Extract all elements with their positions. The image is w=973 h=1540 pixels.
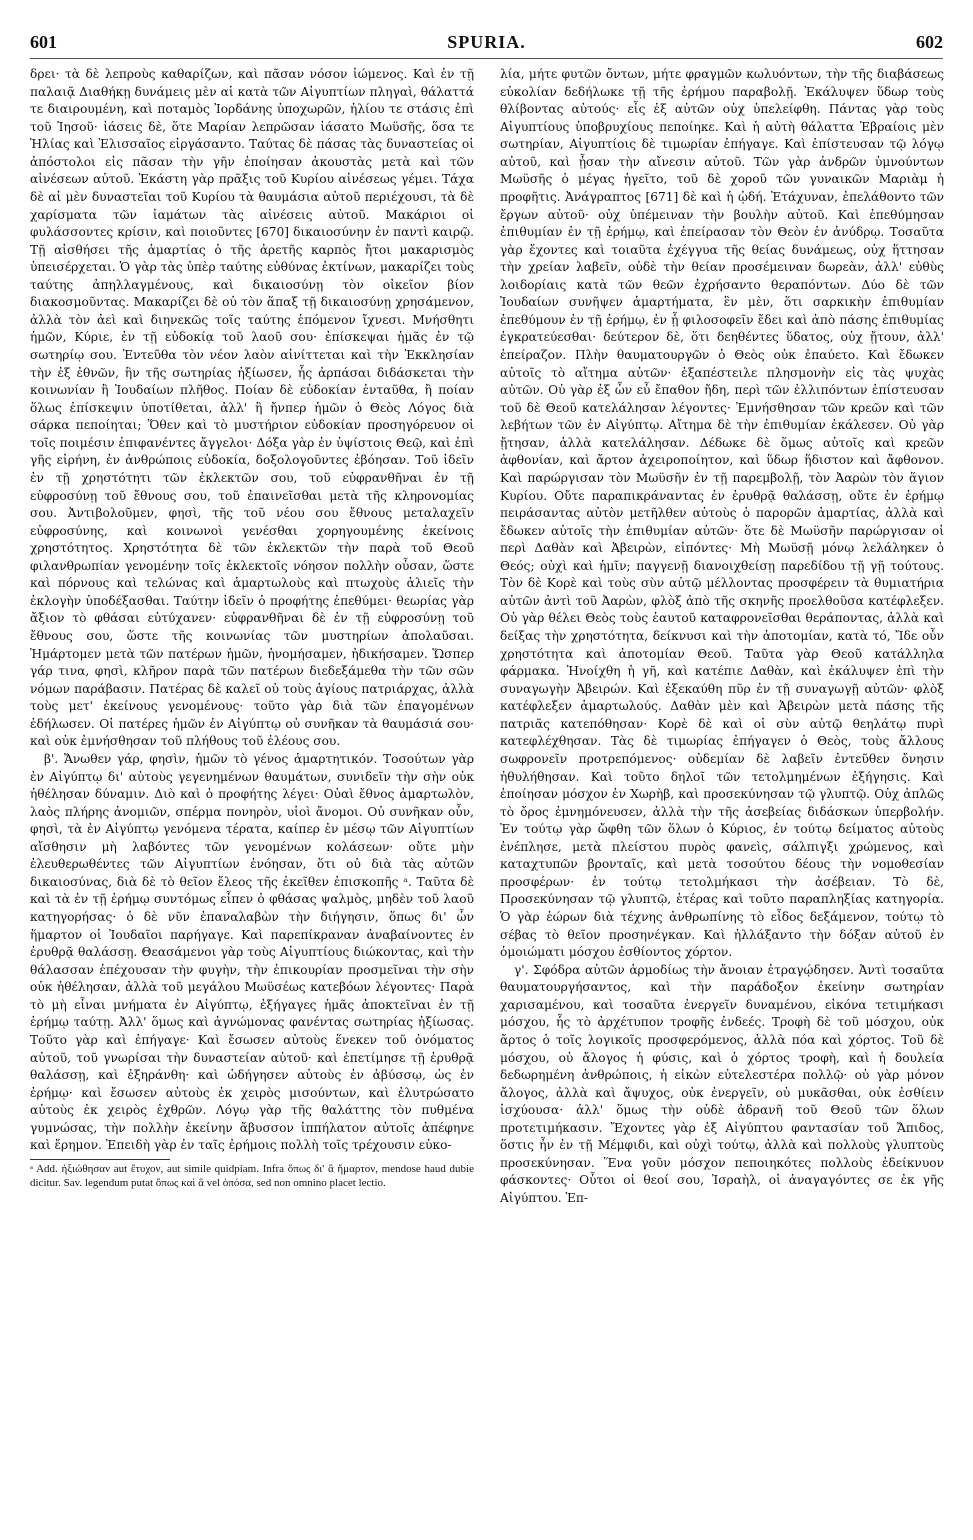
right-paragraph-2: γ'. Σφόδρα αὐτῶν ἁρμοδίως τὴν ἄνοιαν ἐτραγῴδησεν. Ἀντὶ τοσαῦτα θαυματουργήσαντος, καὶ τὴν παράδοξον ἐκείνην σωτηρίαν χαρισαμένου, καὶ τοσαῦτα ἐνεργεῖν δυναμένου, εἰκόνα τετιμήκασι μόσχου, ἧς τὸ ἀρχέτυπον τροφῆς ἐνδεές. Τροφὴ δὲ τοῦ μόσχου, οὐκ ἄρτος ὁ τοῖς λογικοῖς προσφερόμενος, ἀλλὰ πόα καὶ χόρτος. Τοῦ δὲ μόσχου, οὐ ἄλογος ἡ φύσις, καὶ ὁ χόρτος τροφὴ, καὶ ἡ δουλεία δεδωρημένη ἀνθρώποις, ἡ εἰκὼν εὐτελεστέρα πολλῷ· οὐ γὰρ μόνον ἄλογος, ἀλλὰ καὶ ἄψυχος, οὐκ ἐνεργεῖν, οὐ μυκᾶσθαι, οὐκ ἐσθίειν ἰσχύουσα· ἀλλ' ὅμως τὴν οὐδὲ ἀδρανῆ τοῦ Θεοῦ τῶν ὅλων προτετιμήκασιν. Ἔχοντες γὰρ ἐξ Αἰγύπτου φαντασίαν τοῦ Ἄπιδος, ὅστις ἦν ἐν τῇ Μέμφιδι, καὶ οὐχὶ τούτῳ, ἀλλὰ καὶ πολλοὺς γλυπτοὺς προσεκύνησαν. Ἕνα γοῦν μόσχον πεποιηκότες πολλοὺς ἐδείκνυον φάσκοντες· Οὗτοι οἱ θεοί σου, Ἰσραὴλ, οἱ ἀναγαγόντες σε ἐκ γῆς Αἰγύπτου. Ἐπ- [500, 962, 944, 1205]
left-page-number: 601 [30, 32, 57, 52]
right-column [500, 66, 944, 1528]
right-paragraph-1: λία, μήτε φυτῶν ὄντων, μήτε φραγμῶν κωλυόντων, τὴν τῆς διαβάσεως εὐκολίαν δεδήλωκε τῇ τῆς ἐρήμου παραβολῇ. Ἐκάλυψεν ὕδωρ τοὺς θλίβοντας αὐτούς· εἷς ἐξ αὐτῶν οὐχ ὑπελείφθη. Πάντας γὰρ τοὺς Αἰγυπτίους ὑποβρυχίους πεποίηκε. Καὶ ἡ αὐτὴ θάλαττα Ἑβραίοις μὲν σωτηρίαν, Αἰγυπτίοις δὲ τιμωρίαν ἐπήγαγε. Καὶ ἐπίστευσαν τῷ λόγῳ αὐτοῦ, καὶ ᾖσαν τὴν αἴνεσιν αὐτοῦ. Τῶν γὰρ ἀνδρῶν ὑμνούντων Μωϋσῆς ὁ μέγας ἡγεῖτο, τοῦ δὲ χοροῦ τῶν γυναικῶν Μαριὰμ ἡ προφῆτις. Ἀνάγραπτος [671] δὲ καὶ ἡ ᾠδή. Ἐτάχυναν, ἐπελάθοντο τῶν ἔργων αὐτοῦ· οὐχ ὑπέμειναν τὴν βουλὴν αὐτοῦ. Καὶ ἐπεθύμησαν ἐπιθυμίαν ἐν τῇ ἐρήμῳ, καὶ ἐπείρασαν τὸν Θεὸν ἐν ἀνύδρῳ. Τοσαῦτα γὰρ ἔχοντες καὶ τοιαῦτα ἐχέγγυα τῆς θείας δυνάμεως, οὐχ ἥττησαν τὴν χρείαν λαβεῖν, οὐδὲ τὴν θείαν προσέμειναν δωρεὰν, ἀλλ' εὐθὺς λοιδορίαις κατὰ τῶν θεῶν ἐχρήσαντο θεραπόντων. Δύο δὲ τῶν Ἰουδαίων συνῆψεν ἁμαρτήματα, ἓν μὲν, ὅτι σαρκικὴν ἐπιθυμίαν ἐπεθύμουν ἐν τῇ ἐρήμῳ, ἐν ᾗ φιλοσοφεῖν ἔδει καὶ ἀπὸ πάσης ἐπιθυμίας ἐγκρατεύεσθαι· δεύτερον δὲ, ὅτι δεηθέντες ὕδατος, οὐχ ᾔτουν, ἀλλ' ἐπείραζον. Πλὴν θαυματουργῶν ὁ Θεὸς οὐκ ἐπαύετο. Καὶ ἔδωκεν αὐτοῖς τὸ αἴτημα αὐτῶν· ἐξαπέστειλε πλησμονὴν εἰς τὰς ψυχὰς αὐτῶν. Οὐ γὰρ ἐξ ὧν εὖ ἔπαθον ἤδη, περὶ τῶν ἐλλιπόντων ἐπίστευσαν τοῦ δὲ Θεοῦ κατελάλησαν λέγοντες· Ἐμνήσθησαν τῶν κρεῶν καὶ τῶν λεβήτων τῶν ἐν Αἰγύπτῳ. Αἴτημα δὲ τὴν ἐπιθυμίαν ἐκάλεσεν. Οὐ γὰρ ᾔτησαν, ἀλλὰ κατελάλησαν. Δέδωκε δὲ ὅμως αὐτοῖς καὶ κρεῶν ἀφθονίαν, καὶ ἄρτον ἀχειροποίητον, καὶ ὕδωρ ἥδιστον καὶ ἄφθονον. Καὶ παρώργισαν τὸν Μωϋσῆν ἐν τῇ παρεμβολῇ, τὸν Ἀαρὼν τὸν ἅγιον Κυρίου. Οὔτε παραπικράναντας ἐν ἐρυθρᾷ θαλάσσῃ, οὔτε ἐν ἐρήμῳ πειράσαντας αὐτὸν μετῆλθεν αὐτοὺς ὁ παρορῶν ἁμαρτίας, ἀλλὰ καὶ ἔδωκεν αὐτοῖς τὴν ἐπιθυμίαν αὐτῶν· ὅτε δὲ Μωϋσῆν παρώργισαν οἱ περὶ Δαθὰν καὶ Ἀβειρὼν, εἰπόντες· Μὴ Μωϋσῇ μόνῳ λελάληκεν ὁ Θεός; οὐχὶ καὶ ἡμῖν; παγγενῇ διανοιχθείσῃ παρεδίδου τῇ γῇ τούτους. Τὸν δὲ Κορὲ καὶ τοὺς σὺν αὐτῷ μέλλοντας προσφέρειν τὰ θυμιατήρια αὐτῶν ἀντὶ τοῦ Ἀαρὼν, φλὸξ ἀπὸ τῆς σκηνῆς προελθοῦσα κατέφλεξεν. Οὐ γὰρ θέλει Θεὸς τοὺς ἑαυτοῦ καταφρονεῖσθαι θεράποντας, ἀλλὰ καὶ δείξας τὴν χρηστότητα, δείκνυσι καὶ τὴν ἀποτομίαν, κατὰ τό, Ἴδε οὖν χρηστότητα καὶ ἀποτομίαν Θεοῦ. Ταῦτα γὰρ Θεοῦ κατάλληλα φάρμακα. Ἠνοίχθη ἡ γῆ, καὶ κατέπιε Δαθὰν, καὶ ἐκάλυψεν ἐπὶ τὴν συναγωγὴν Ἀβειρών. Καὶ ἐξεκαύθη πῦρ ἐν τῇ συναγωγῇ αὐτῶν· φλὸξ κατέφλεξεν ἁμαρτωλούς. Δαθὰν μὲν καὶ Ἀβειρὼν μετὰ πάσης τῆς πατριᾶς κατεπόθησαν· Κορὲ δὲ καὶ οἱ σὺν αὐτῷ θεηλάτῳ πυρὶ κατεφλέχθησαν. Τὰς δὲ τιμωρίας ἐπήγαγεν ὁ Θεὸς, τοὺς ἄλλους σωφρονεῖν προτρεπόμενος· οὐδεμίαν δὲ λαβεῖν ἐντεῦθεν ὄνησιν ἠθυλήθησαν. Καὶ τοῦτο δηλοῖ τῶν τετολμημένων ἐξήγησις. Καὶ ἐποίησαν μόσχον ἐν Χωρὴβ, καὶ προσεκύνησαν τῷ γλυπτῷ. Οὐχ ἁπλῶς τὸ ὄρος ἐμνημόνευσεν, ἀλλὰ τὴν τῆς ἀσεβείας διδάσκων ὑπερβολήν. Ἐν τούτῳ γὰρ ὤφθη τῶν ὅλων ὁ Κύριος, ἐν τούτῳ δείματος αὐτοὺς ἐνέπλησε, μετὰ πλείστου πυρὸς φανεὶς, σάλπιγξι χρώμενος, καὶ καταχτυπῶν βρονταῖς, καὶ μετὰ τοσούτου δέους τὴν νομοθεσίαν προσφέρων· ἐν τούτῳ τετολμήκασι τὴν ἀσέβειαν. Τὸ δὲ, Προσεκύνησαν τῷ γλυπτῷ, ἑτέρας καὶ τοῦτο παραπληξίας κατηγορία. Ὁ γὰρ ἑώρων διὰ τέχνης ἀνθρωπίνης τὸ εἶδος δεξάμενον, τούτῳ τὸ σέβας τὸ θεῖον προσηνέγκαν. Καὶ ἠλλάξαντο τὴν δόξαν αὐτοῦ ἐν ὁμοιώματι μόσχου ἐσθίοντος χόρτον. [500, 67, 944, 960]
footnote: ᵃ Add. ἠξιώθησαν aut ἔτυχον, aut simile quidpiam. Infra ὅπως δι' ἃ ἥμαρτον, mendose haud dubie dicitur. Sav. legendum putat ὅπως καὶ ἃ vel ὁπόσα, sed non omnino placet lectio. [30, 1162, 474, 1189]
left-column [30, 66, 474, 1528]
right-page-number: 602 [916, 32, 943, 52]
left-paragraph-2: β'. Ἄνωθεν γάρ, φησὶν, ἡμῶν τὸ γένος ἁμαρτητικόν. Τοσούτων γὰρ ἐν Αἰγύπτῳ δι' αὐτοὺς γεγενημένων θαυμάτων, συνιδεῖν τὴν σὴν οὐκ ἠθέλησαν δύναμιν. Διὸ καὶ ὁ προφήτης λέγει· Οὐαὶ ἔθνος ἁμαρτωλὸν, λαὸς πλήρης ἀνομιῶν, σπέρμα πονηρὸν, υἱοὶ ἄνομοι. Οὐ συνῆκαν οὖν, φησὶ, τὰ ἐν Αἰγύπτῳ γενόμενα τέρατα, καίπερ ἐν μέσῳ τῶν Αἰγυπτίων αἴσθησιν μὴ λαβόντες τῶν γενομένων κολάσεων· οὔτε μὴν ἐλευθερωθέντες τῶν Αἰγυπτίων ἐνόησαν, ὅτι οὐ διὰ τὰς αὐτῶν δικαιοσύνας, διὰ δὲ τὸ θεῖον ἔλεος τῆς ἐκεῖθεν ἐπισκοπῆς ᵃ. Ταῦτα δὲ καὶ τὰ ἐν τῇ ἐρήμῳ συντόμως εἶπεν ὁ φθάσας ψαλμὸς, μηδὲν τοῦ λαοῦ κατηγορήσας· ὁ δὲ νῦν ἐπαναλαβὼν τὴν διήγησιν, ὅπως δι' ὧν ἥμαρτον οἱ Ἰουδαῖοι παρήγαγε. Καὶ παρεπίκραναν ἀναβαίνοντες ἐν ἐρυθρᾷ θαλάσσῃ. Θεασάμενοι γὰρ τοὺς Αἰγυπτίους διώκοντας, καὶ τὴν θάλασσαν ἐπέχουσαν τὴν φυγὴν, τὴν ἐπικουρίαν προσμεῖναι τὴν σὴν οὐκ ἠθέλησαν, ἀλλὰ τοῦ μεγάλου Μωϋσέως κατεβόων λέγοντες· Παρὰ τὸ μὴ εἶναι μνήματα ἐν Αἰγύπτῳ, ἐξήγαγες ἡμᾶς ἀποκτεῖναι ἐν τῇ ἐρήμῳ ταύτῃ. Ἀλλ' ὅμως καὶ ἀγνώμονας φανέντας σωτηρίας ἠξίωσας. Τοῦτο γὰρ καὶ ἐπήγαγε· Καὶ ἔσωσεν αὐτοὺς ἕνεκεν τοῦ ὀνόματος αὐτοῦ, τοῦ γνωρίσαι τὴν δυναστείαν αὐτοῦ· καὶ ἐπετίμησε τῇ ἐρυθρᾷ θαλάσσῃ, καὶ ἐξηράνθη· καὶ ὡδήγησεν αὐτοὺς ἐν ἀβύσσῳ, ὡς ἐν ἐρήμῳ· καὶ ἔσωσεν αὐτοὺς ἐκ χειρὸς μισούντων, καὶ ἐλυτρώσατο αὐτοὺς ἐκ χειρὸς ἐχθρῶν. Λόγῳ γὰρ τῆς θαλάττης τὸν πυθμένα γυμνώσας, τὴν πολλὴν ἐκείνην ἄβυσσον ἱππήλατον αὐτοῖς ἀπέφηνε καὶ ἔρημον. Ἐπειδὴ γὰρ ἐν ταῖς ἐρήμοις πολλὴ τοῖς τρέχουσιν εὐκο- [30, 751, 474, 1153]
running-title: SPURIA. [447, 32, 526, 52]
left-paragraph-1: δρει· τὰ δὲ λεπροὺς καθαρίζων, καὶ πᾶσαν νόσον ἰώμενος. Καὶ ἐν τῇ παλαιᾷ Διαθήκῃ δυνάμεις μὲν αἱ κατὰ τῶν Αἰγυπτίων πληγαὶ, θάλαττά τε διαιρουμένη, καὶ ποταμὸς Ἰορδάνης ὑποχωρῶν, ἡλίου τε στάσις ἐπὶ τοῦ Ἰησοῦ· ἰάσεις δὲ, ὅτε Μαρίαν λεπρῶσαν ἰάσατο Μωϋσῆς, ὅσα τε Ἡλίας καὶ Ἐλισσαῖος εἰργάσαντο. Ταύτας δὲ πάσας τὰς δυναστείας οἱ ἀπόστολοι εἰς πᾶσαν τὴν γῆν ἐποίησαν ἀκουστὰς μετὰ καὶ τῶν αἰνέσεων αὐτοῦ. Ἑκάστη γὰρ πρᾶξις τοῦ Κυρίου αἰνέσεως γέμει. Τάχα δὲ αἱ μὲν δυναστεῖαι τοῦ Κυρίου τὰ θαυμάσια αὐτοῦ περιέχουσι, τὰ δὲ χαρίσματα τῶν ἰαμάτων τὰς αἰνέσεις αὐτοῦ. Μακάριοι οἱ φυλάσσοντες κρίσιν, καὶ ποιοῦντες [670] δικαιοσύνην ἐν παντὶ καιρῷ. Τῇ αἰσθήσει τῆς ἁμαρτίας ὁ τῆς ἀρετῆς καρπὸς ἤτοι μακαρισμὸς ὑπεισέρχεται. Ὁ γὰρ τὰς ὑπὲρ ταύτης εὐθύνας ἐκτίνων, μακαρίζει τοὺς ταύτης ἀπηλλαγμένους, καὶ δικαιοσύνῃ τὸν οἰκεῖον βίον διακοσμοῦντας. Μακαρίζει δὲ οὐ τὸν ἅπαξ τῇ δικαιοσύνῃ χρησάμενον, ἀλλὰ τὸν ἀεὶ καὶ διηνεκῶς τοῖς ταύτης ἑπόμενον ἴχνεσι. Μνήσθητι ἡμῶν, Κύριε, ἐν τῇ εὐδοκίᾳ τοῦ λαοῦ σου· ἐπίσκεψαι ἡμᾶς ἐν τῷ σωτηρίῳ σου. Ἐντεῦθα τὸν νέον λαὸν αἰνίττεται καὶ τὴν Ἐκκλησίαν τὴν ἐξ ἐθνῶν, ἣν τῆς σωτηρίας ἠξίωσεν, ἧς ἀρπάσαι διδάσκεται τὴν κοινωνίαν ἢ Ἰουδαίων πλῆθος. Ποίαν δὲ εὐδοκίαν ἐνταῦθα, ἢ ποίαν ὅλως ἐπίσκεψιν ὑποτίθεται, ἀλλ' ἣ ἤνπερ ἡμῶν ὁ Θεὸς Λόγος διὰ σάρκα πεποίηται; Ὅθεν καὶ τὸ μυστήριον εὐδοκίαν προσηγόρευον οἱ τοῖς ποιμέσιν ἐπιφανέντες ἄγγελοι· Δόξα γὰρ ἐν ὑψίστοις Θεῷ, καὶ ἐπὶ γῆς εἰρήνη, ἐν ἀνθρώποις εὐδοκία, δοξολογοῦντες ἐβόησαν. Τοῦ ἰδεῖν ἐν τῇ χρηστότητι τῶν ἐκλεκτῶν σου, τοῦ εὐφρανθῆναι ἐν τῇ εὐφροσύνῃ τοῦ ἔθνους σου, τοῦ ἐπαινεῖσθαι μετὰ τῆς κληρονομίας σου. Ἀντιβολοῦμεν, φησὶ, τῆς τοῦ νέου σου ἔθνους μεταλαχεῖν εὐφροσύνης, καὶ κοινωνοὶ γενέσθαι χορηγουμένης ἐκείνοις χρηστότητος. Χρηστότητα δὲ τῶν ἐκλεκτῶν τὴν παρὰ τοῦ Θεοῦ φιλανθρωπίαν γενομένην τοῖς ἐκλεκτοῖς νόησον πολλὴν οὖσαν, ὥστε καὶ πόρνους καὶ τελώνας καὶ ἁμαρτωλοὺς καὶ πτωχοὺς ἁλιεῖς τὴν ἐκλογὴν ὑποδέξασθαι. Ταύτην ἰδεῖν ὁ προφήτης ἐπεθύμει· θεωρίας γὰρ ἄξιον τὸ φθάσαι εὐτύχανεν· εὐφρανθῆναι δὲ ἐν τῇ εὐφροσύνῃ τοῦ ἔθνους σου, ὥστε τῆς κοινωνίας τῶν μυστηρίων ἀπολαῦσαι. Ἡμάρτομεν μετὰ τῶν πατέρων ἡμῶν, ἠνομήσαμεν, ἠδικήσαμεν. Ὥσπερ γάρ τινα, φησὶ, κλῆρον παρὰ τῶν πατέρων διεδεξάμεθα τὴν τῶν σῶν νόμων παράβασιν. Πατέρας δὲ καλεῖ οὐ τοὺς ἁγίους πατριάρχας, ἀλλὰ τοὺς μετ' ἐκείνους γενομένους· τοῦτο γὰρ διὰ τῶν ἐπαγομένων ἐδήλωσεν. Οἱ πατέρες ἡμῶν ἐν Αἰγύπτῳ οὐ συνῆκαν τὰ θαυμάσιά σου· καὶ οὐκ ἐμνήσθησαν τοῦ πλήθους τοῦ ἐλέους σου. [30, 67, 474, 749]
page-header [30, 32, 943, 59]
footnote-divider [30, 1159, 170, 1160]
